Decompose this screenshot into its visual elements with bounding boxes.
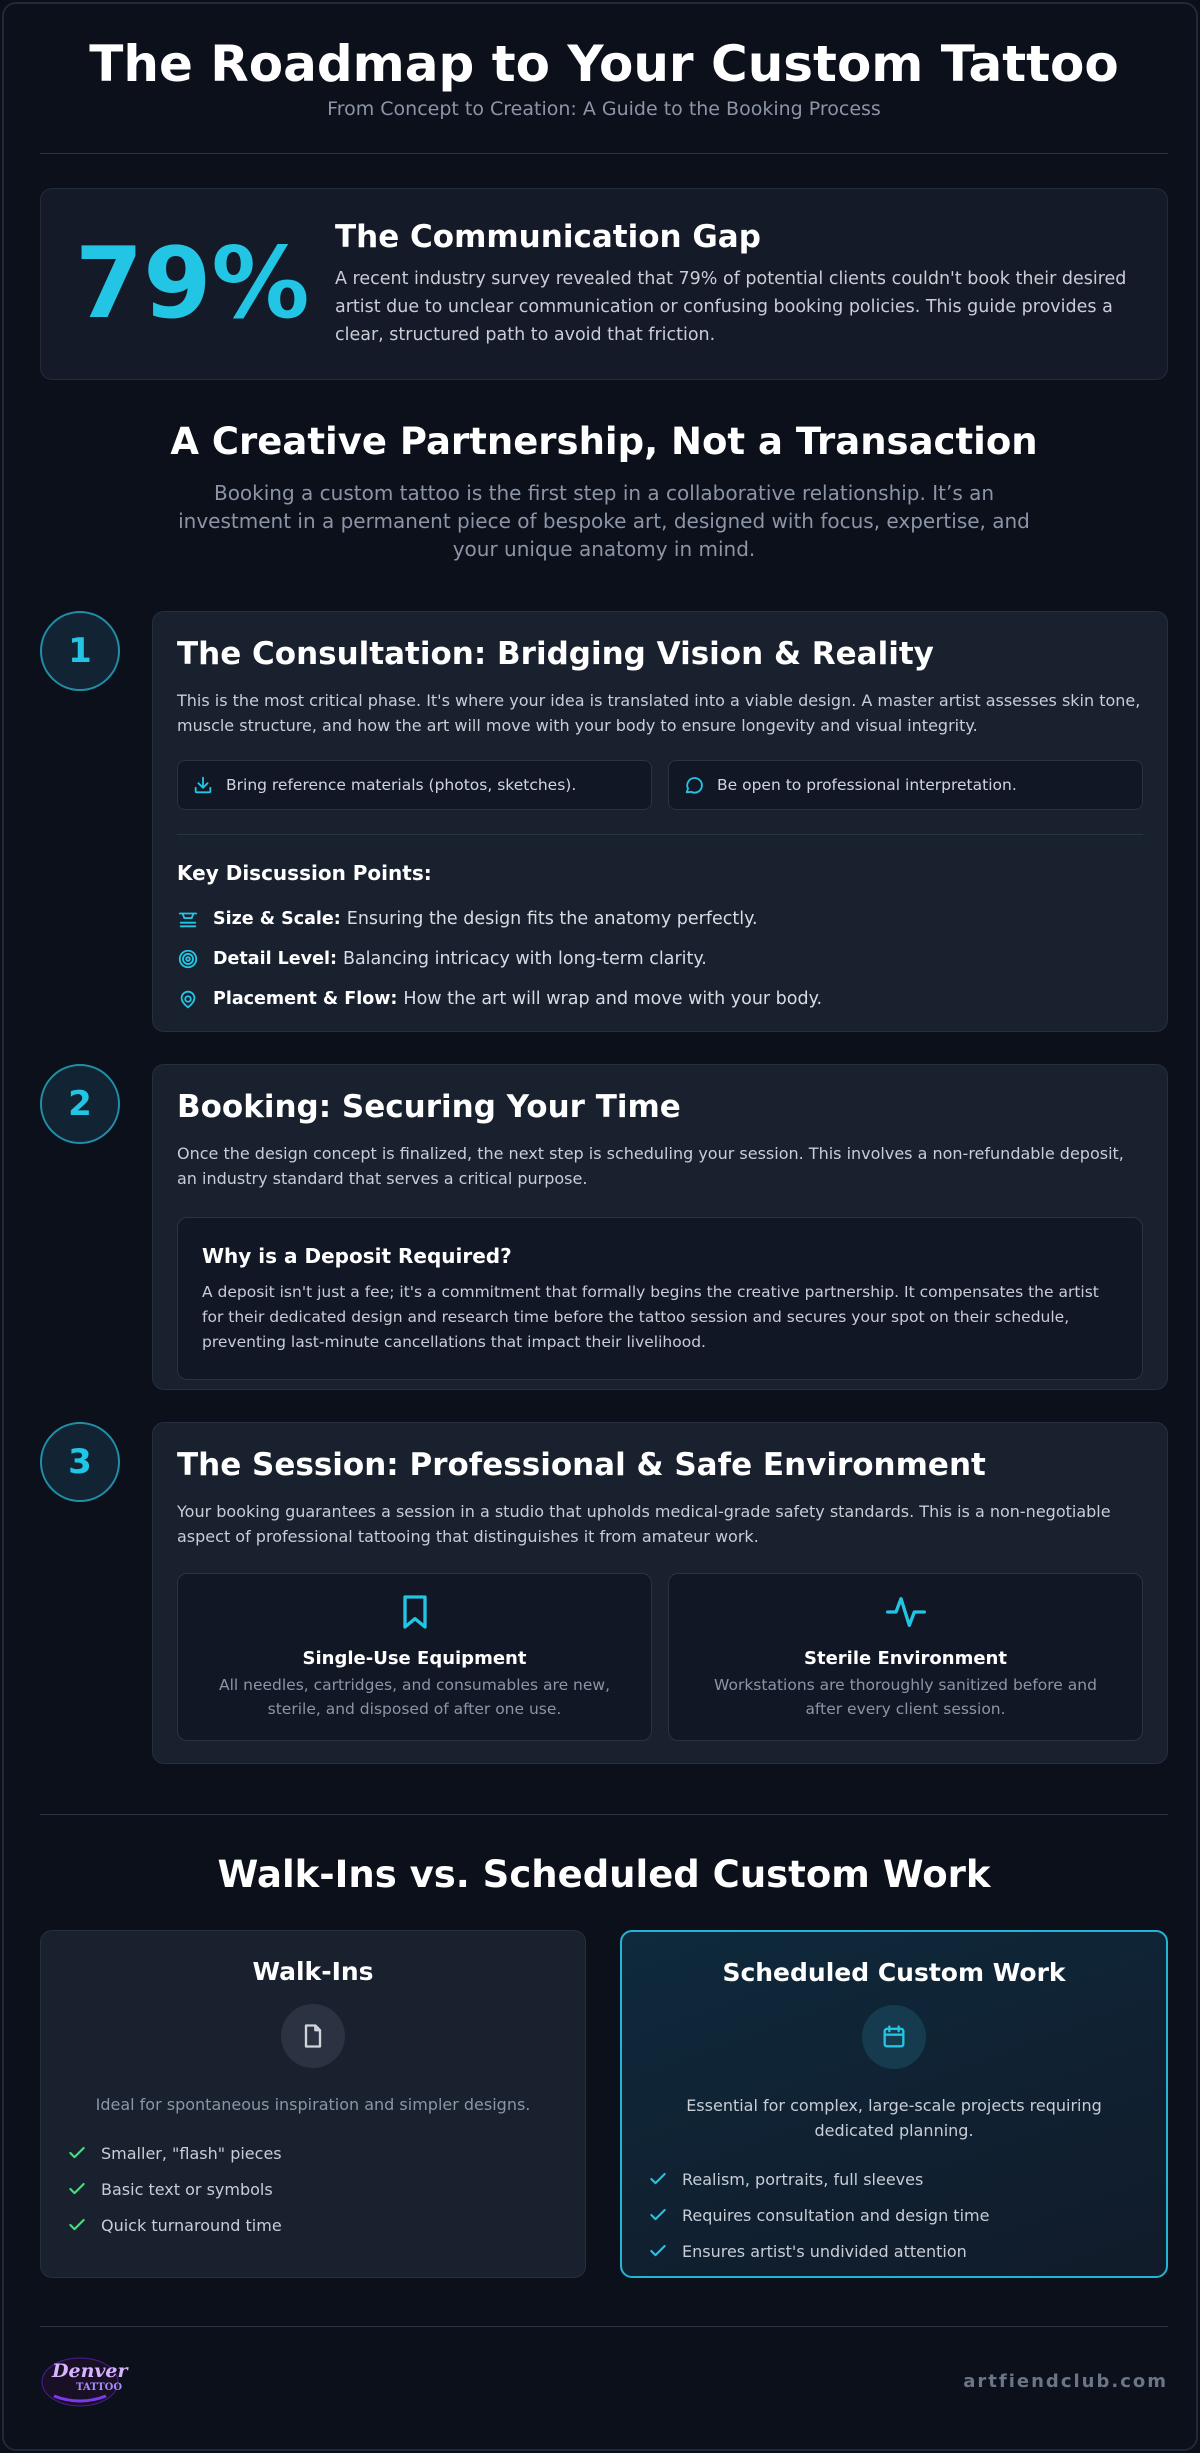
map-pin-icon — [177, 988, 199, 1010]
feature-title: Sterile Environment — [804, 1648, 1007, 1669]
tip-reference-materials — [177, 760, 652, 810]
tip-label: Bring reference materials (photos, sketches). — [226, 776, 577, 794]
feature-single-use-equipment — [177, 1573, 652, 1741]
check-icon — [648, 2169, 668, 2189]
list-item — [67, 2207, 585, 2243]
step-consultation — [40, 611, 1168, 1032]
comparison-section — [40, 1814, 1168, 2278]
key-point-text: Balancing intricacy with long-term clarity. — [342, 949, 707, 969]
logo-line2: TATTOO — [76, 2381, 123, 2393]
scheduled-card — [620, 1930, 1168, 2278]
feature-text: All needles, cartridges, and consumables are new, sterile, and disposed of after one use. — [219, 1676, 610, 1718]
key-point-label: Placement & Flow: — [213, 989, 398, 1009]
check-icon — [67, 2215, 87, 2235]
page-header — [40, 4, 1168, 154]
list-item-label: Realism, portraits, full sleeves — [682, 2169, 924, 2189]
step-number-badge: 1 — [40, 611, 120, 691]
bookmark-icon — [395, 1592, 435, 1632]
walkins-desc: Ideal for spontaneous inspiration and simpler designs. — [95, 2095, 531, 2114]
deposit-text: A deposit isn't just a fee; it's a commitment that formally begins the creative partnership. It compensates the artist for their dedicated design and research time before the tattoo session and secures your spot on their schedule, preventing last-minute cancellations that impact their livelihood. — [202, 1283, 1099, 1351]
target-icon — [177, 948, 199, 970]
tip-open-interpretation — [668, 760, 1143, 810]
partnership-section — [40, 420, 1168, 563]
walkins-list — [41, 2135, 585, 2243]
feature-sterile-environment — [668, 1573, 1143, 1741]
key-point-label: Size & Scale: — [213, 909, 341, 929]
list-item — [648, 2161, 1166, 2197]
stat-title: The Communication Gap — [335, 219, 761, 255]
partnership-title: A Creative Partnership, Not a Transaction — [170, 420, 1038, 463]
list-item — [67, 2135, 585, 2171]
chat-bubble-icon — [683, 774, 705, 796]
deposit-title: Why is a Deposit Required? — [202, 1244, 512, 1268]
comparison-row — [40, 1930, 1168, 2278]
key-point — [177, 899, 1143, 939]
scheduled-list — [622, 2161, 1166, 2269]
walkins-title: Walk-Ins — [252, 1957, 374, 1986]
partnership-text: Booking a custom tattoo is the first step in a collaborative relationship. It’s an investment in a permanent piece of bespoke art, designed with focus, expertise, and your unique anatomy in mind. — [178, 481, 1030, 561]
check-icon — [67, 2143, 87, 2163]
step-text: This is the most critical phase. It's where your idea is translated into a viable design. A master artist assesses skin tone, muscle structure, and how the art will move with your body to ensure longevity and visual integrity. — [177, 691, 1141, 735]
comparison-title: Walk-Ins vs. Scheduled Custom Work — [217, 1853, 991, 1896]
divider — [177, 834, 1143, 835]
list-item-label: Basic text or symbols — [101, 2179, 273, 2199]
deposit-info-box — [177, 1217, 1143, 1380]
step-session — [40, 1422, 1168, 1764]
page-title: The Roadmap to Your Custom Tattoo — [89, 35, 1119, 93]
key-points-title: Key Discussion Points: — [177, 861, 432, 885]
check-icon — [648, 2205, 668, 2225]
pulse-icon — [884, 1592, 928, 1632]
page-footer — [40, 2326, 1168, 2436]
scheduled-desc: Essential for complex, large-scale projects requiring dedicated planning. — [686, 2096, 1102, 2140]
scheduled-icon-circle — [862, 2005, 926, 2069]
key-point — [177, 979, 1143, 1019]
step-card — [152, 1064, 1168, 1390]
tip-label: Be open to professional interpretation. — [717, 776, 1017, 794]
key-point-label: Detail Level: — [213, 949, 337, 969]
scheduled-title: Scheduled Custom Work — [722, 1958, 1066, 1987]
check-icon — [67, 2179, 87, 2199]
step-booking — [40, 1064, 1168, 1390]
list-item — [648, 2233, 1166, 2269]
list-item-label: Smaller, "flash" pieces — [101, 2143, 282, 2163]
step-title: Booking: Securing Your Time — [177, 1089, 681, 1125]
feature-title: Single-Use Equipment — [302, 1648, 527, 1669]
scale-icon — [177, 908, 199, 930]
list-item-label: Requires consultation and design time — [682, 2205, 990, 2225]
list-item — [648, 2197, 1166, 2233]
file-icon — [299, 2022, 327, 2050]
walkins-card — [40, 1930, 586, 2278]
logo-line1: Denver — [52, 2359, 128, 2382]
list-item — [67, 2171, 585, 2207]
tip-row — [177, 760, 1143, 810]
step-title: The Consultation: Bridging Vision & Reality — [177, 636, 934, 672]
site-url[interactable]: artfiendclub.com — [963, 2371, 1168, 2392]
step-number-badge: 3 — [40, 1422, 120, 1502]
list-item-label: Quick turnaround time — [101, 2215, 282, 2235]
key-point-text: Ensuring the design fits the anatomy perfectly. — [346, 909, 758, 929]
check-icon — [648, 2241, 668, 2261]
calendar-icon — [880, 2023, 908, 2051]
page-subtitle: From Concept to Creation: A Guide to the Booking Process — [327, 98, 881, 120]
key-point — [177, 939, 1143, 979]
studio-logo — [40, 2352, 128, 2412]
step-card — [152, 611, 1168, 1032]
feature-text: Workstations are thoroughly sanitized before and after every client session. — [714, 1676, 1097, 1718]
page-frame — [2, 2, 1198, 2451]
list-item-label: Ensures artist's undivided attention — [682, 2241, 967, 2261]
key-point-text: How the art will wrap and move with your body. — [403, 989, 823, 1009]
step-text: Once the design concept is finalized, the next step is scheduling your session. This involves a non-refundable deposit, an industry standard that serves a critical purpose. — [177, 1144, 1124, 1188]
step-number-badge: 2 — [40, 1064, 120, 1144]
stat-text: A recent industry survey revealed that 79% of potential clients couldn't book their desired artist due to unclear communication or confusing booking policies. This guide provides a clear, structured path to avoid that friction. — [335, 269, 1127, 345]
stat-value: 79% — [75, 227, 310, 341]
walkins-icon-circle — [281, 2004, 345, 2068]
step-text: Your booking guarantees a session in a studio that upholds medical-grade safety standards. This is a non-negotiable aspect of professional tattooing that distinguishes it from amateur work. — [177, 1502, 1111, 1546]
download-icon — [192, 774, 214, 796]
communication-gap-card — [40, 188, 1168, 380]
step-card — [152, 1422, 1168, 1764]
step-title: The Session: Professional & Safe Environment — [177, 1447, 986, 1483]
feature-row — [177, 1573, 1143, 1741]
